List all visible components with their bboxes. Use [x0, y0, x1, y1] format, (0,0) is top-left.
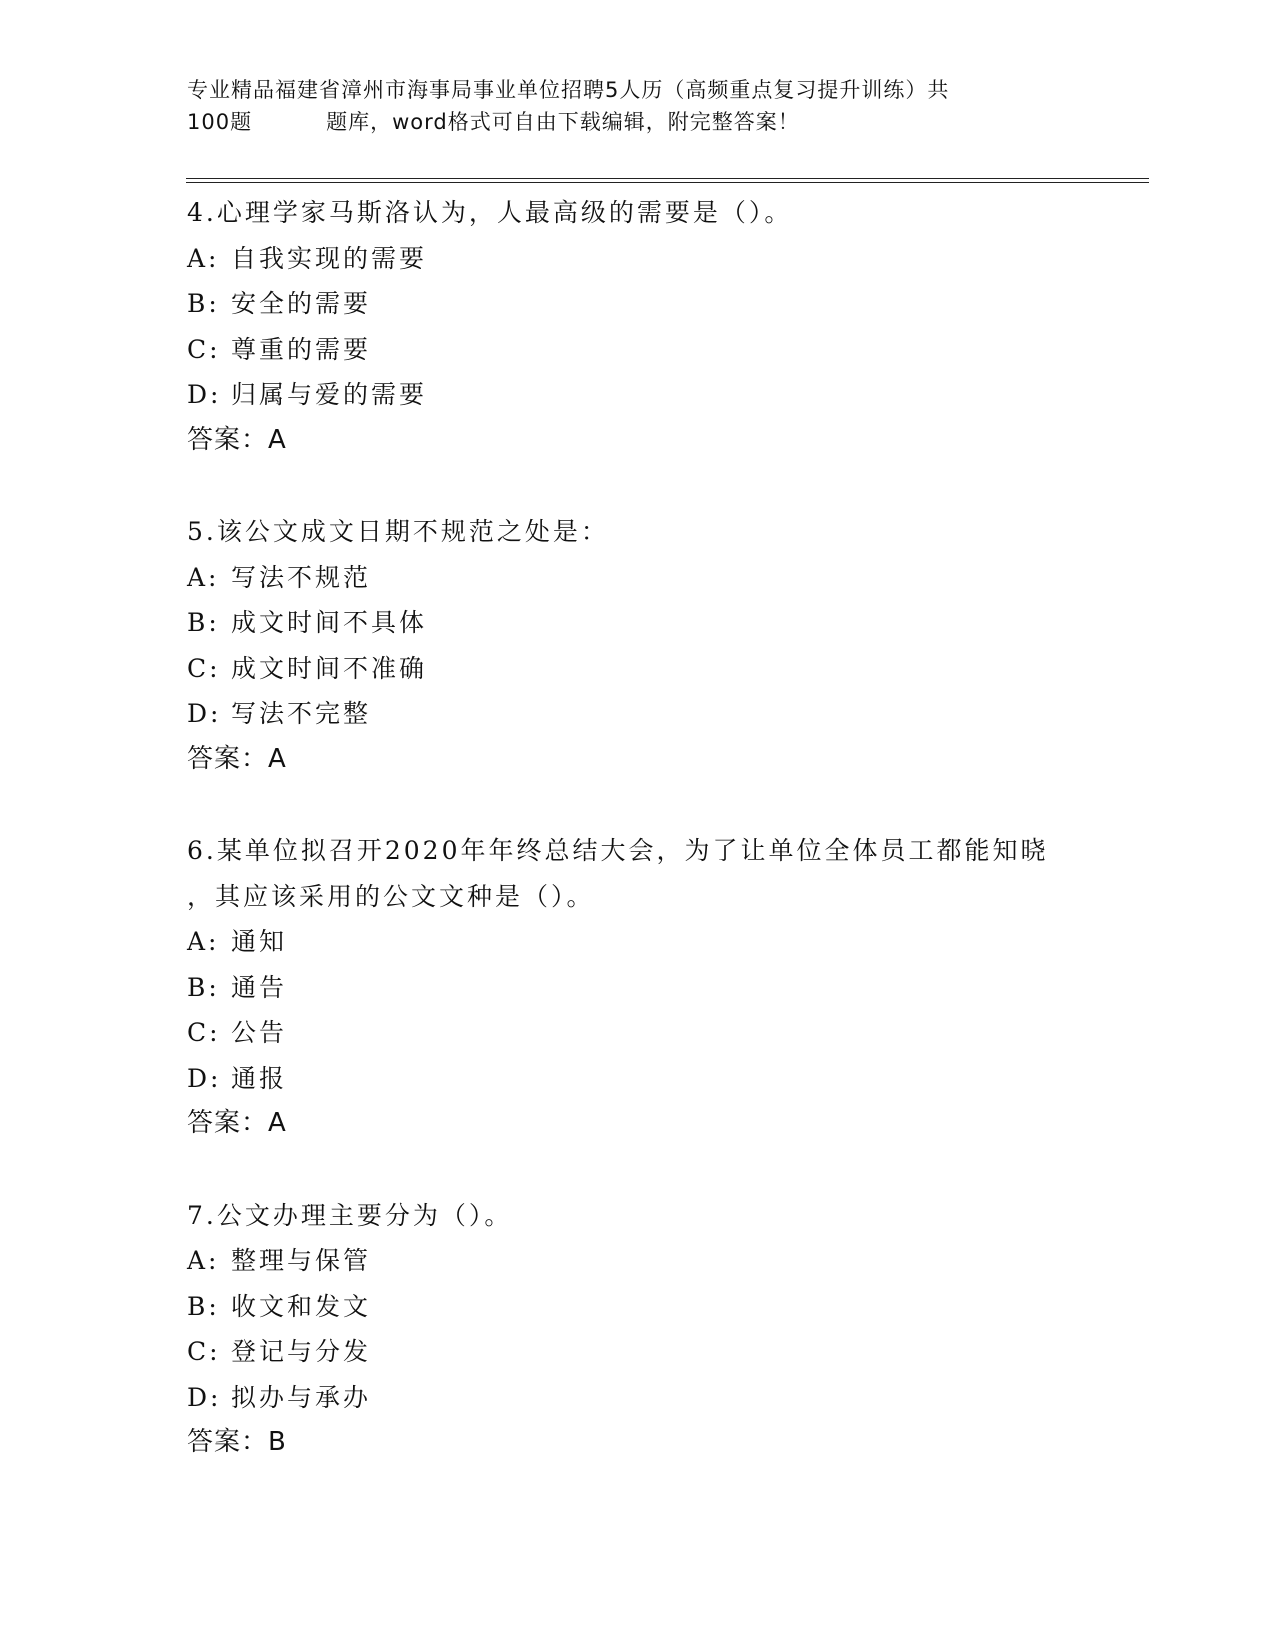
option-b [187, 600, 1107, 646]
question-item [187, 190, 1107, 463]
document-header [187, 74, 1107, 138]
option-text: 收文和发文 [231, 1291, 372, 1321]
option-text: 自我实现的需要 [231, 243, 428, 273]
answer-value: A [268, 1108, 287, 1138]
option-a [187, 919, 1107, 965]
question-text: 7.公文办理主要分为（）。 [187, 1200, 513, 1230]
option-text: 安全的需要 [231, 289, 372, 318]
answer-label: 答案： [187, 1427, 269, 1457]
question-text: 6.某单位拟召开2020年年终总结大会，为了让单位全体员工都能知晓 [187, 836, 1049, 865]
option-key: A: [187, 1246, 220, 1275]
question-text-continued: ，其应该采用的公文文种是（）。 [187, 881, 595, 911]
option-key: D: [187, 1382, 222, 1412]
answer-value: A [268, 424, 287, 455]
option-c [187, 1010, 1107, 1056]
option-text: 通知 [231, 927, 288, 956]
question-text: 5.该公文成文日期不规范之处是： [187, 517, 609, 546]
option-text: 通报 [231, 1063, 288, 1093]
option-text: 整理与保管 [231, 1246, 372, 1275]
question-item [187, 1193, 1107, 1466]
option-key: B: [187, 972, 220, 1002]
option-b [187, 965, 1107, 1011]
answer-label: 答案： [187, 1108, 269, 1138]
option-c [187, 646, 1107, 692]
question-item [187, 509, 1107, 782]
header-line-1: 专业精品福建省漳州市海事局事业单位招聘5人历（高频重点复习提升训练）共 [187, 78, 950, 102]
question-list [187, 190, 1107, 1512]
option-d [187, 1056, 1107, 1102]
option-key: D: [187, 380, 222, 409]
option-text: 写法不完整 [231, 699, 372, 728]
option-key: B: [187, 1291, 220, 1321]
option-key: C: [187, 1337, 221, 1366]
option-key: C: [187, 1018, 221, 1047]
option-b [187, 281, 1107, 327]
option-key: D: [187, 1063, 222, 1093]
answer-line [187, 737, 1107, 783]
option-text: 登记与分发 [231, 1337, 372, 1366]
option-text: 归属与爱的需要 [231, 380, 428, 409]
option-key: A: [187, 243, 220, 273]
question-item [187, 828, 1107, 1147]
header-divider-top [186, 178, 1149, 179]
option-a [187, 236, 1107, 282]
option-text: 拟办与承办 [231, 1382, 372, 1412]
option-text: 通告 [231, 972, 288, 1002]
header-line-2 [187, 106, 1107, 138]
option-key: D: [187, 699, 222, 728]
option-key: A: [187, 562, 220, 592]
answer-line [187, 418, 1107, 464]
answer-value: B [268, 1427, 287, 1457]
answer-label: 答案： [187, 743, 269, 774]
option-b [187, 1284, 1107, 1330]
option-text: 成文时间不具体 [231, 608, 428, 637]
option-key: B: [187, 289, 220, 318]
answer-label: 答案： [187, 424, 269, 455]
answer-line [187, 1420, 1107, 1466]
option-c [187, 1329, 1107, 1375]
option-d [187, 691, 1107, 737]
option-c [187, 327, 1107, 373]
option-text: 成文时间不准确 [231, 653, 428, 683]
option-key: C: [187, 334, 221, 364]
option-a [187, 1238, 1107, 1284]
option-key: C: [187, 653, 221, 683]
option-key: A: [187, 927, 220, 956]
option-text: 写法不规范 [231, 562, 372, 592]
option-a [187, 555, 1107, 601]
option-d [187, 1375, 1107, 1421]
option-d [187, 372, 1107, 418]
option-key: B: [187, 608, 220, 637]
header-count: 100题 [187, 110, 253, 134]
header-divider-bottom [186, 182, 1149, 183]
option-text: 尊重的需要 [231, 334, 372, 364]
answer-value: A [268, 743, 287, 774]
question-text: 4.心理学家马斯洛认为，人最高级的需要是（）。 [187, 198, 793, 227]
header-description: 题库，word格式可自由下载编辑，附完整答案！ [326, 110, 800, 134]
option-text: 公告 [231, 1018, 288, 1047]
answer-line [187, 1101, 1107, 1147]
